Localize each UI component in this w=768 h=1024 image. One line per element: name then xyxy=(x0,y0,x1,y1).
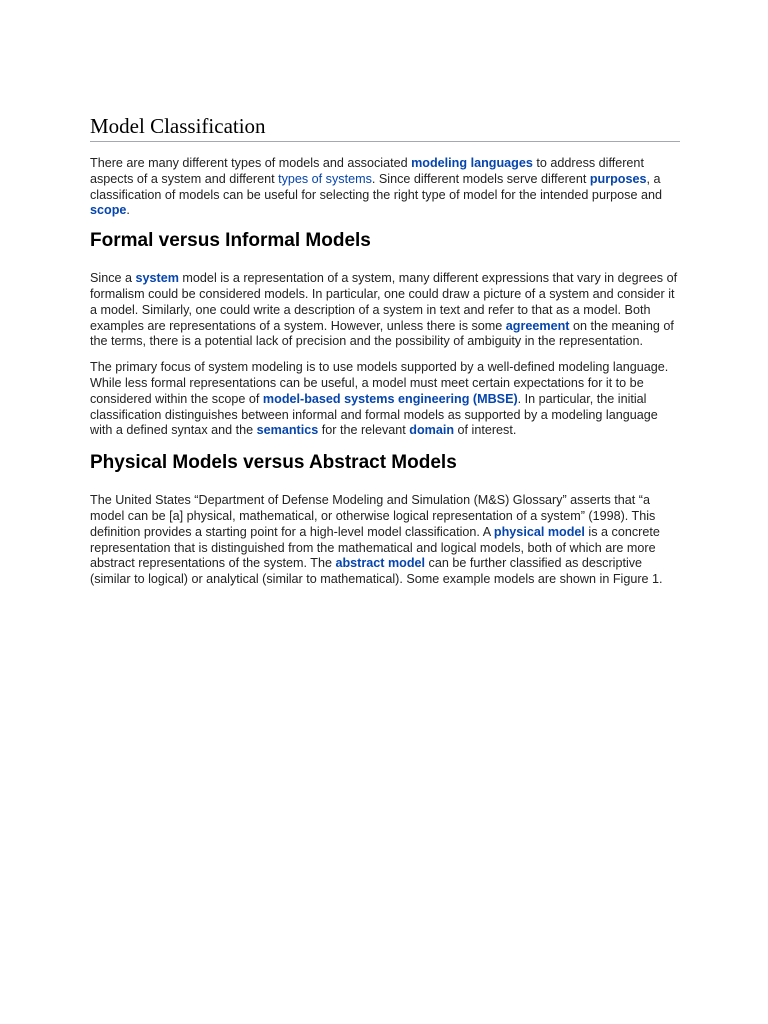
agreement-link[interactable]: agreement xyxy=(505,318,570,333)
article-content xyxy=(90,112,680,598)
domain-link[interactable]: domain xyxy=(409,423,455,438)
mbse-link[interactable]: model-based systems engineering (MBSE) xyxy=(262,391,518,406)
abstract-model-link[interactable]: abstract model xyxy=(335,556,426,571)
formal-p2-text-4: of interest. xyxy=(454,423,517,438)
intro-text-2: to address different aspects of a system and different xyxy=(90,156,644,186)
physical-abstract-heading: Physical Models versus Abstract Models xyxy=(90,452,457,474)
intro-text-3: . Since different models serve different xyxy=(371,171,590,186)
physical-model-link[interactable]: physical model xyxy=(493,524,585,539)
types-of-systems-link[interactable]: types of systems xyxy=(278,171,372,186)
purposes-link[interactable]: purposes xyxy=(589,171,647,186)
physical-p1-text-1: The United States “Department of Defense Modeling and Simulation (M&S) Glossary” asserts that “a model can be [a] physical, mathematical, or otherwise logical representation of a system” (1998). This definition provides a starting point for a high-level model classification. A xyxy=(90,493,656,539)
formal-p2-text-2: . In particular, the initial classification distinguishes between informal and formal models as supported by a modeling language with a defined syntax and the xyxy=(90,391,658,438)
formal-informal-heading: Formal versus Informal Models xyxy=(90,230,371,252)
intro-text-1: There are many different types of models and associated xyxy=(90,156,412,170)
system-link[interactable]: system xyxy=(135,271,179,286)
formal-p2-text-3: for the relevant xyxy=(318,423,410,438)
semantics-link[interactable]: semantics xyxy=(256,423,319,438)
intro-text-5: . xyxy=(126,203,130,218)
formal-p1-text-2: model is a representation of a system, many different expressions that vary in degrees of formalism could be considered models. In particular, one could draw a picture of a system and consider it a model. Similarly, one could write a description of a system in text and refer to that as a model. Both examples are representations of a system. However, unless there is some xyxy=(90,271,678,333)
intro-text-4: , a classification of models can be useful for selecting the right type of model for the intended purpose and xyxy=(90,171,662,202)
physical-p1-text-2: is a concrete representation that is distinguished from the mathematical and logical models, both of which are more abstract representations of the system. The xyxy=(90,524,660,571)
scope-link[interactable]: scope xyxy=(90,203,127,218)
physical-p1-text-3: can be further classified as descriptive (similar to logical) or analytical (similar to mathematical). Some example models are shown in Figure 1. xyxy=(90,556,663,587)
physical-paragraph-1 xyxy=(90,493,680,588)
formal-paragraph-2 xyxy=(90,360,680,439)
formal-p1-text-1: Since a xyxy=(90,271,136,286)
modeling-languages-link[interactable]: modeling languages xyxy=(411,156,533,170)
formal-p2-text-1: The primary focus of system modeling is to use models supported by a well-defined modeling language. While less formal representations can be useful, a model must meet certain expectations for it to be considered within the scope of xyxy=(90,360,669,406)
formal-paragraph-1 xyxy=(90,271,680,350)
formal-p1-text-3: on the meaning of the terms, there is a potential lack of precision and the possibility of ambiguity in the representation. xyxy=(90,318,674,349)
page-title: Model Classification xyxy=(90,112,680,142)
intro-paragraph xyxy=(90,156,680,219)
